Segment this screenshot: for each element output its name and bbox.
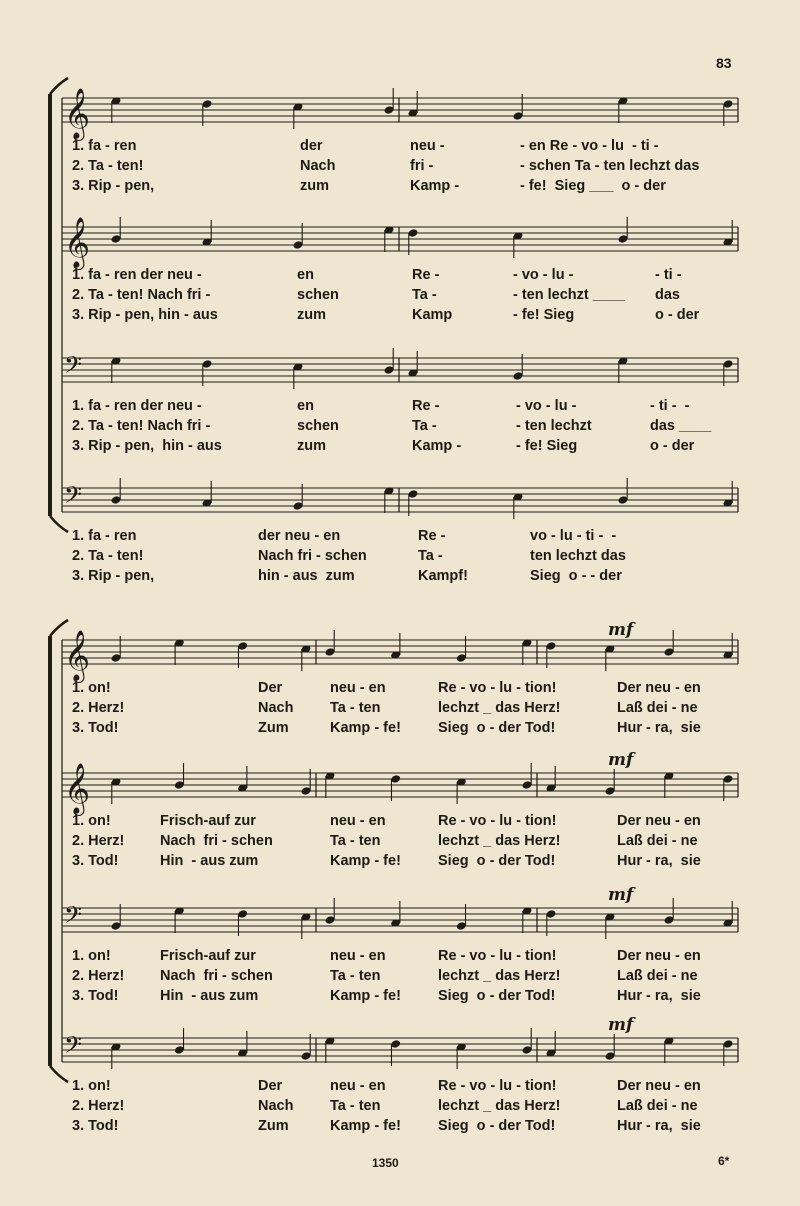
lyric-fragment: 3. Rip - pen, hin - aus (72, 438, 222, 454)
lyric-fragment: - en Re - vo - lu - ti - (520, 138, 659, 154)
lyric-fragment: zum (297, 438, 326, 454)
lyric-fragment: - ti - (655, 267, 682, 283)
lyric-fragment: Laß dei - ne (617, 968, 698, 984)
lyric-fragment: Kamp - (410, 178, 460, 194)
lyric-fragment: - vo - lu - (516, 398, 577, 414)
lyric-fragment: Re - vo - lu - tion! (438, 813, 557, 829)
lyric-fragment: Zum (258, 720, 289, 736)
lyric-fragment: Laß dei - ne (617, 1098, 698, 1114)
lyric-fragment: - fe! Sieg ___ o - der (520, 178, 666, 194)
lyric-fragment: lechzt _ das Herz! (438, 700, 561, 716)
treble-clef-icon: 𝄞 (64, 763, 91, 814)
lyric-fragment: - ti - - (650, 398, 690, 414)
lyric-fragment: neu - en (330, 680, 386, 696)
lyric-fragment: Laß dei - ne (617, 833, 698, 849)
lyric-fragment: Ta - ten (330, 1098, 381, 1114)
page-number: 83 (716, 55, 732, 71)
lyric-fragment: Hur - ra, sie (617, 853, 701, 869)
lyric-fragment: Ta - (412, 418, 437, 434)
lyric-fragment: Re - (418, 528, 446, 544)
treble-clef-icon: 𝄞 (64, 88, 91, 139)
lyric-fragment: Der neu - en (617, 680, 701, 696)
lyric-fragment: Kampf! (418, 568, 468, 584)
lyric-fragment: Kamp - fe! (330, 988, 401, 1004)
lyric-fragment: schen (297, 418, 339, 434)
lyric-fragment: en (297, 267, 314, 283)
bass-clef-icon: 𝄢 (64, 481, 83, 514)
lyric-fragment: 3. Rip - pen, hin - aus (72, 307, 218, 323)
dynamic-mf-3: mf (608, 885, 634, 905)
lyric-fragment: Nach (258, 1098, 294, 1114)
lyric-fragment: zum (297, 307, 326, 323)
lyric-fragment: Kamp - fe! (330, 720, 401, 736)
lyric-fragment: der (300, 138, 323, 154)
bracket-hook-bottom (50, 1066, 68, 1082)
lyric-fragment: Re - vo - lu - tion! (438, 1078, 557, 1094)
bass-clef-icon: 𝄢 (64, 351, 83, 384)
lyric-fragment: Ta - ten (330, 968, 381, 984)
lyric-fragment: 3. Rip - pen, (72, 178, 155, 194)
lyric-fragment: Kamp - fe! (330, 1118, 401, 1134)
lyric-fragment: Der neu - en (617, 948, 701, 964)
treble-clef-icon: 𝄞 (64, 217, 91, 268)
lyric-fragment: Kamp (412, 307, 453, 323)
lyric-fragment: 3. Tod! (72, 988, 119, 1004)
lyric-fragment: 1. fa - ren der neu - (72, 398, 202, 414)
dynamic-mf-4: mf (608, 1015, 634, 1035)
lyric-fragment: Sieg o - der Tod! (438, 853, 556, 869)
lyric-fragment: Sieg o - - der (530, 568, 622, 584)
lyric-fragment: Kamp - fe! (330, 853, 401, 869)
lyric-fragment: Der (258, 1078, 283, 1094)
lyric-fragment: Hur - ra, sie (617, 988, 701, 1004)
lyric-fragment: 3. Tod! (72, 853, 119, 869)
lyric-fragment: 1. fa - ren (72, 528, 137, 544)
lyric-fragment: - ten lechzt ____ (513, 287, 626, 303)
lyric-fragment: 1. on! (72, 948, 111, 964)
footer-signature: 6* (718, 1154, 730, 1168)
lyric-fragment: Frisch-auf zur (160, 948, 256, 964)
lyric-fragment: Sieg o - der Tod! (438, 988, 556, 1004)
lyric-fragment: Ta - (412, 287, 437, 303)
lyric-fragment: das ____ (650, 418, 712, 434)
lyric-fragment: 1. fa - ren (72, 138, 137, 154)
lyric-fragment: neu - (410, 138, 445, 154)
lyric-fragment: o - der (655, 307, 700, 323)
lyric-fragment: Re - vo - lu - tion! (438, 948, 557, 964)
lyric-fragment: Ta - ten (330, 700, 381, 716)
lyric-fragment: 1. on! (72, 813, 111, 829)
lyric-fragment: zum (300, 178, 329, 194)
lyric-fragment: Kamp - (412, 438, 462, 454)
lyric-fragment: - ten lechzt (516, 418, 592, 434)
lyric-fragment: Re - vo - lu - tion! (438, 680, 557, 696)
lyric-fragment: Sieg o - der Tod! (438, 1118, 556, 1134)
dynamic-mf-2: mf (608, 750, 634, 770)
lyric-fragment: schen (297, 287, 339, 303)
lyric-fragment: 2. Herz! (72, 700, 125, 716)
lyric-fragment: Nach fri - schen (160, 968, 273, 984)
lyric-fragment: 3. Rip - pen, (72, 568, 155, 584)
lyric-fragment: 2. Ta - ten! (72, 548, 144, 564)
lyric-fragment: 2. Ta - ten! Nach fri - (72, 418, 211, 434)
lyric-fragment: vo - lu - ti - - (530, 528, 617, 544)
lyric-fragment: Nach fri - schen (160, 833, 273, 849)
lyric-fragment: Hin - aus zum (160, 853, 259, 869)
lyric-fragment: Nach fri - schen (258, 548, 367, 564)
lyric-fragment: Nach (300, 158, 336, 174)
bracket-hook-bottom (50, 516, 68, 532)
lyric-fragment: o - der (650, 438, 695, 454)
lyric-fragment: 1. on! (72, 1078, 111, 1094)
lyric-fragment: Sieg o - der Tod! (438, 720, 556, 736)
lyric-fragment: Hur - ra, sie (617, 1118, 701, 1134)
lyric-fragment: Zum (258, 1118, 289, 1134)
lyric-fragment: 2. Herz! (72, 968, 125, 984)
lyric-fragment: ten lechzt das (530, 548, 626, 564)
lyric-fragment: 3. Tod! (72, 720, 119, 736)
lyric-fragment: - fe! Sieg (513, 307, 575, 323)
lyric-fragment: Ta - (418, 548, 443, 564)
footer-plate-number: 1350 (372, 1156, 399, 1170)
lyric-fragment: 2. Ta - ten! (72, 158, 144, 174)
lyric-fragment: Frisch-auf zur (160, 813, 256, 829)
lyric-fragment: lechzt _ das Herz! (438, 968, 561, 984)
lyric-fragment: - schen Ta - ten lechzt das (520, 158, 700, 174)
bass-clef-icon: 𝄢 (64, 901, 83, 934)
lyric-fragment: lechzt _ das Herz! (438, 1098, 561, 1114)
lyric-fragment: 3. Tod! (72, 1118, 119, 1134)
lyric-fragment: Re - (412, 398, 440, 414)
lyric-fragment: das (655, 287, 680, 303)
lyric-fragment: neu - en (330, 813, 386, 829)
lyric-fragment: 2. Ta - ten! Nach fri - (72, 287, 211, 303)
treble-clef-icon: 𝄞 (64, 630, 91, 681)
dynamic-mf-1: mf (608, 620, 634, 640)
lyric-fragment: neu - en (330, 948, 386, 964)
lyric-fragment: Der neu - en (617, 813, 701, 829)
lyric-fragment: 2. Herz! (72, 833, 125, 849)
lyric-fragment: Hur - ra, sie (617, 720, 701, 736)
lyric-fragment: fri - (410, 158, 434, 174)
bass-clef-icon: 𝄢 (64, 1031, 83, 1064)
lyric-fragment: Re - (412, 267, 440, 283)
lyric-fragment: Der neu - en (617, 1078, 701, 1094)
lyric-fragment: Hin - aus zum (160, 988, 259, 1004)
lyric-fragment: en (297, 398, 314, 414)
lyric-fragment: Der (258, 680, 283, 696)
lyric-fragment: 1. on! (72, 680, 111, 696)
lyric-fragment: - vo - lu - (513, 267, 574, 283)
lyric-fragment: Laß dei - ne (617, 700, 698, 716)
system-bracket (48, 636, 52, 1066)
system-bracket (48, 94, 52, 516)
lyric-fragment: der neu - en (258, 528, 341, 544)
lyric-fragment: hin - aus zum (258, 568, 355, 584)
lyric-fragment: Ta - ten (330, 833, 381, 849)
lyric-fragment: lechzt _ das Herz! (438, 833, 561, 849)
lyric-fragment: - fe! Sieg (516, 438, 578, 454)
lyric-fragment: Nach (258, 700, 294, 716)
lyric-fragment: neu - en (330, 1078, 386, 1094)
lyric-fragment: 2. Herz! (72, 1098, 125, 1114)
lyric-fragment: 1. fa - ren der neu - (72, 267, 202, 283)
